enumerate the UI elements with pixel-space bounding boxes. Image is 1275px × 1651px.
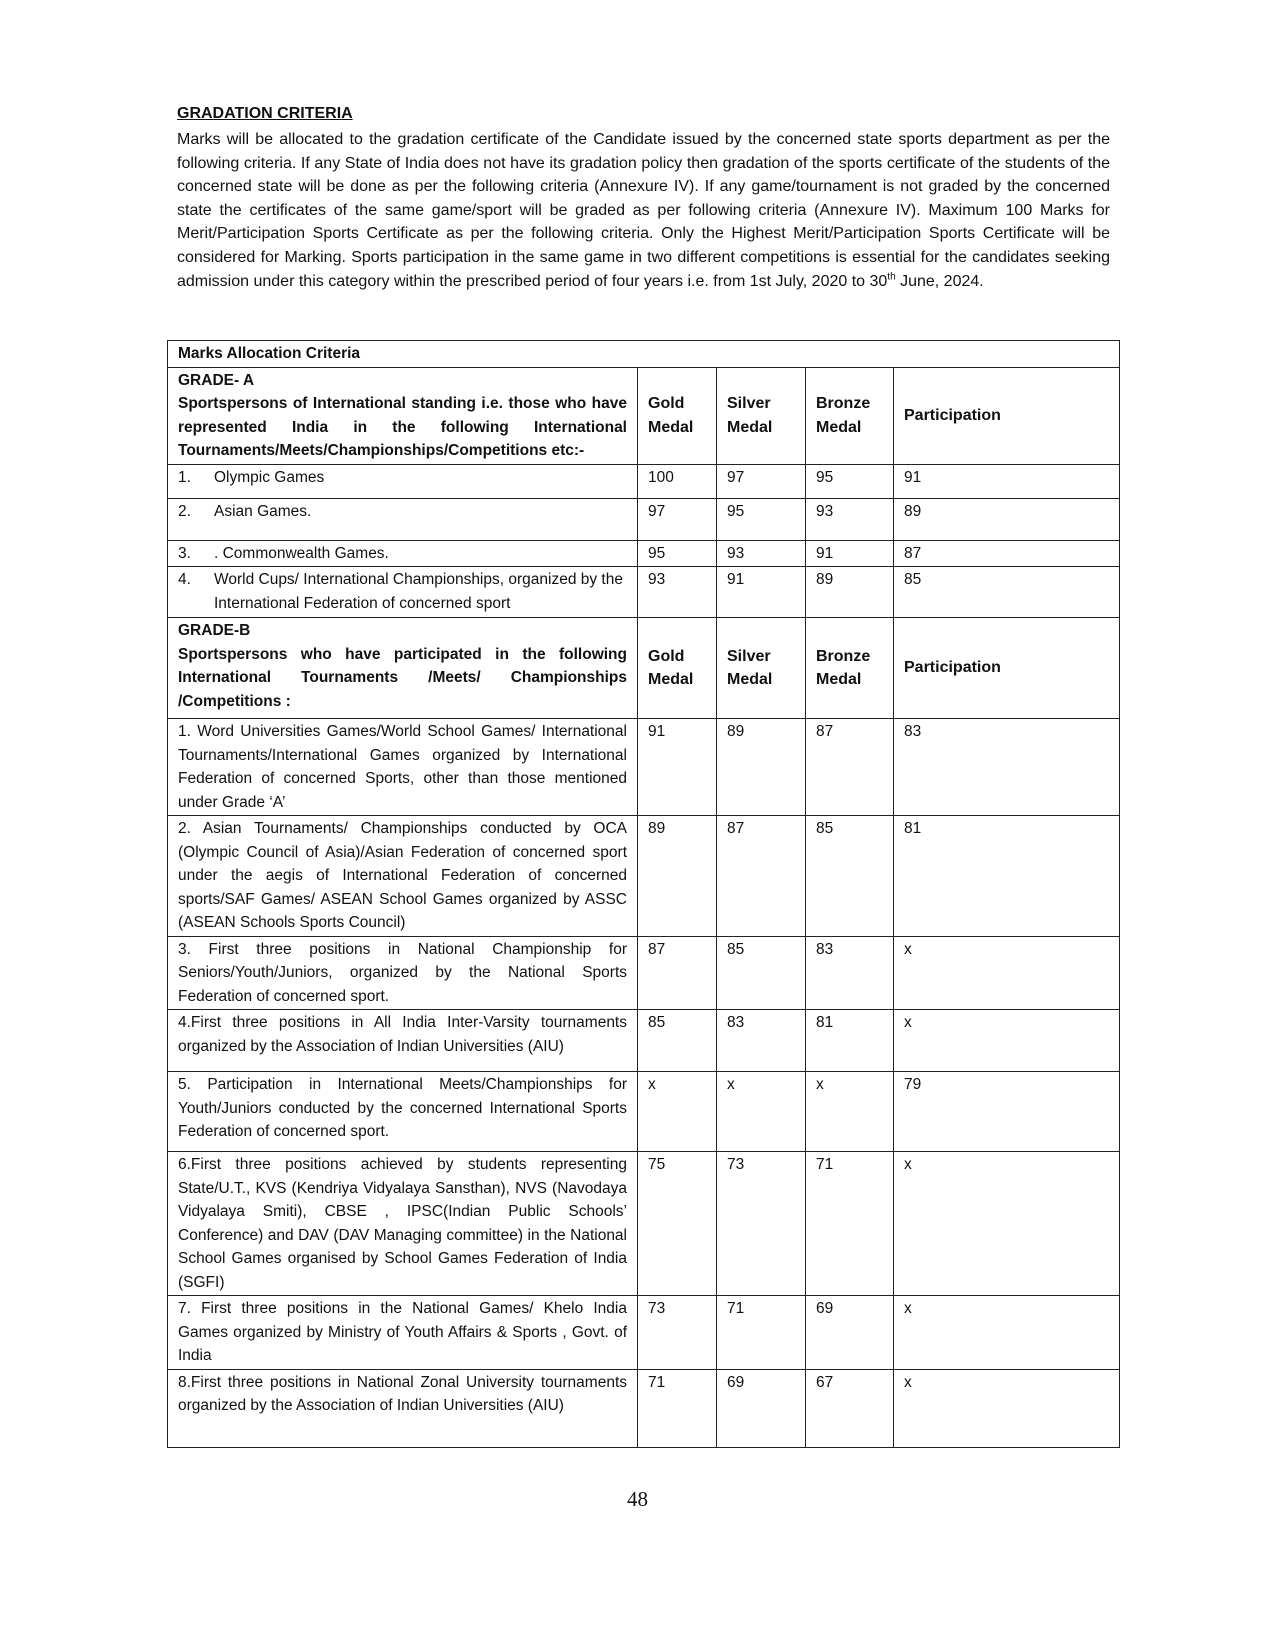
table-row [168,464,1120,498]
silver-value: 93 [717,540,806,567]
intro-superscript: th [887,271,896,283]
participation-value: 87 [894,540,1120,567]
gold-medal-header: Gold Medal [638,367,717,464]
table-row [168,719,1120,816]
bronze-value: 85 [806,816,894,937]
bronze-value: 95 [806,464,894,498]
bronze-value: 93 [806,498,894,540]
participation-value: 81 [894,816,1120,937]
intro-paragraph [177,128,1110,293]
silver-value: 69 [717,1369,806,1447]
gold-value: 87 [638,936,717,1010]
silver-value: x [717,1072,806,1152]
grade-b-description-cell [168,618,638,719]
gold-medal-header: Gold Medal [638,618,717,719]
participation-value: 83 [894,719,1120,816]
participation-value: x [894,1152,1120,1296]
table-row [168,1369,1120,1447]
gold-value: x [638,1072,717,1152]
row-description: 3. . Commonwealth Games. [168,540,638,567]
participation-value: x [894,1296,1120,1370]
silver-value: 95 [717,498,806,540]
bronze-value: 81 [806,1010,894,1072]
table-row [168,1296,1120,1370]
bronze-medal-header: Bronze Medal [806,367,894,464]
grade-a-header-row [168,367,1120,464]
bronze-value: 69 [806,1296,894,1370]
bronze-value: 91 [806,540,894,567]
table-title: Marks Allocation Criteria [168,341,1120,368]
silver-medal-header: Silver Medal [717,367,806,464]
bronze-value: x [806,1072,894,1152]
marks-allocation-table [167,340,1120,1448]
silver-value: 73 [717,1152,806,1296]
row-description: 4. World Cups/ International Championships, organized by the International Federation of concerned sport [168,567,638,618]
bronze-value: 87 [806,719,894,816]
table-row [168,498,1120,540]
grade-b-header-row [168,618,1120,719]
table-row [168,1152,1120,1296]
silver-value: 87 [717,816,806,937]
table-row [168,1010,1120,1072]
participation-value: x [894,936,1120,1010]
grade-b-description: Sportspersons who have participated in the following International Tournaments /Meets/ Championships /Competitions : [178,645,627,710]
gold-value: 85 [638,1010,717,1072]
gold-value: 95 [638,540,717,567]
silver-value: 89 [717,719,806,816]
participation-value: x [894,1369,1120,1447]
row-description: 4.First three positions in All India Inter-Varsity tournaments organized by the Association of Indian Universities (AIU) [168,1010,638,1072]
participation-value: 91 [894,464,1120,498]
gold-value: 91 [638,719,717,816]
silver-medal-header: Silver Medal [717,618,806,719]
gold-value: 73 [638,1296,717,1370]
gold-value: 93 [638,567,717,618]
bronze-medal-header: Bronze Medal [806,618,894,719]
table-row [168,816,1120,937]
intro-text-end: June, 2024. [895,272,984,290]
bronze-value: 71 [806,1152,894,1296]
gold-value: 71 [638,1369,717,1447]
row-description: 3. First three positions in National Championship for Seniors/Youth/Juniors, organized by the National Sports Federation of concerned sport. [168,936,638,1010]
gold-value: 100 [638,464,717,498]
table-title-row [168,341,1120,368]
table-row [168,540,1120,567]
page-number: 48 [627,1487,648,1511]
gold-value: 97 [638,498,717,540]
table-row [168,936,1120,1010]
section-heading: GRADATION CRITERIA [177,105,353,122]
gold-value: 89 [638,816,717,937]
table-row [168,1072,1120,1152]
row-description: 1. Word Universities Games/World School Games/ International Tournaments/International Games organized by International Federation of concerned Sports, other than those mentioned under Grade ‘A’ [168,719,638,816]
intro-text: Marks will be allocated to the gradation certificate of the Candidate issued by the concerned state sports department as per the following criteria. If any State of India does not have its gradation policy then gradation of the sports certificate of the students of the concerned state will be done as per the following criteria (Annexure IV). If any game/tournament is not graded by the concerned state the certificates of the same game/sport will be graded as per following criteria (Annexure IV). Maximum 100 Marks for Merit/Participation Sports Certificate as per the following criteria. Only the Highest Merit/Participation Sports Certificate will be considered for Marking. Sports participation in the same game in two different competitions is essential for the candidates seeking admission under this category within the prescribed period of four years i.e. from 1st July, 2020 to 30 [177,131,1110,290]
silver-value: 83 [717,1010,806,1072]
row-description: 5. Participation in International Meets/Championships for Youth/Juniors conducted by the concerned International Sports Federation of concerned sport. [168,1072,638,1152]
table-row [168,567,1120,618]
bronze-value: 83 [806,936,894,1010]
grade-b-label: GRADE-B [178,622,251,639]
row-description: 7. First three positions in the National Games/ Khelo India Games organized by Ministry of Youth Affairs & Sports , Govt. of India [168,1296,638,1370]
grade-a-label: GRADE- A [178,371,255,389]
participation-header: Participation [894,618,1120,719]
participation-value: x [894,1010,1120,1072]
gold-value: 75 [638,1152,717,1296]
silver-value: 97 [717,464,806,498]
row-description: 8.First three positions in National Zonal University tournaments organized by the Association of Indian Universities (AIU) [168,1369,638,1447]
bronze-value: 67 [806,1369,894,1447]
participation-value: 89 [894,498,1120,540]
row-description: 2. Asian Tournaments/ Championships conducted by OCA (Olympic Council of Asia)/Asian Federation of concerned sport under the aegis of International Federation of concerned sports/SAF Games/ ASEAN School Games organized by ASSC (ASEAN Schools Sports Council) [168,816,638,937]
silver-value: 85 [717,936,806,1010]
grade-a-description: Sportspersons of International standing i.e. those who have represented India in the following International Tournaments/Meets/Championships/Competitions etc:- [178,395,627,459]
grade-a-description-cell [168,367,638,464]
row-description: 1. Olympic Games [168,464,638,498]
participation-header: Participation [894,367,1120,464]
row-description: 2. Asian Games. [168,498,638,540]
participation-value: 85 [894,567,1120,618]
silver-value: 91 [717,567,806,618]
participation-value: 79 [894,1072,1120,1152]
row-description: 6.First three positions achieved by students representing State/U.T., KVS (Kendriya Vidyalaya Sansthan), NVS (Navodaya Vidyalaya Smiti), CBSE , IPSC(Indian Public Schools’ Conference) and DAV (DAV Managing committee) in the National School Games organised by School Games Federation of India (SGFI) [168,1152,638,1296]
silver-value: 71 [717,1296,806,1370]
bronze-value: 89 [806,567,894,618]
